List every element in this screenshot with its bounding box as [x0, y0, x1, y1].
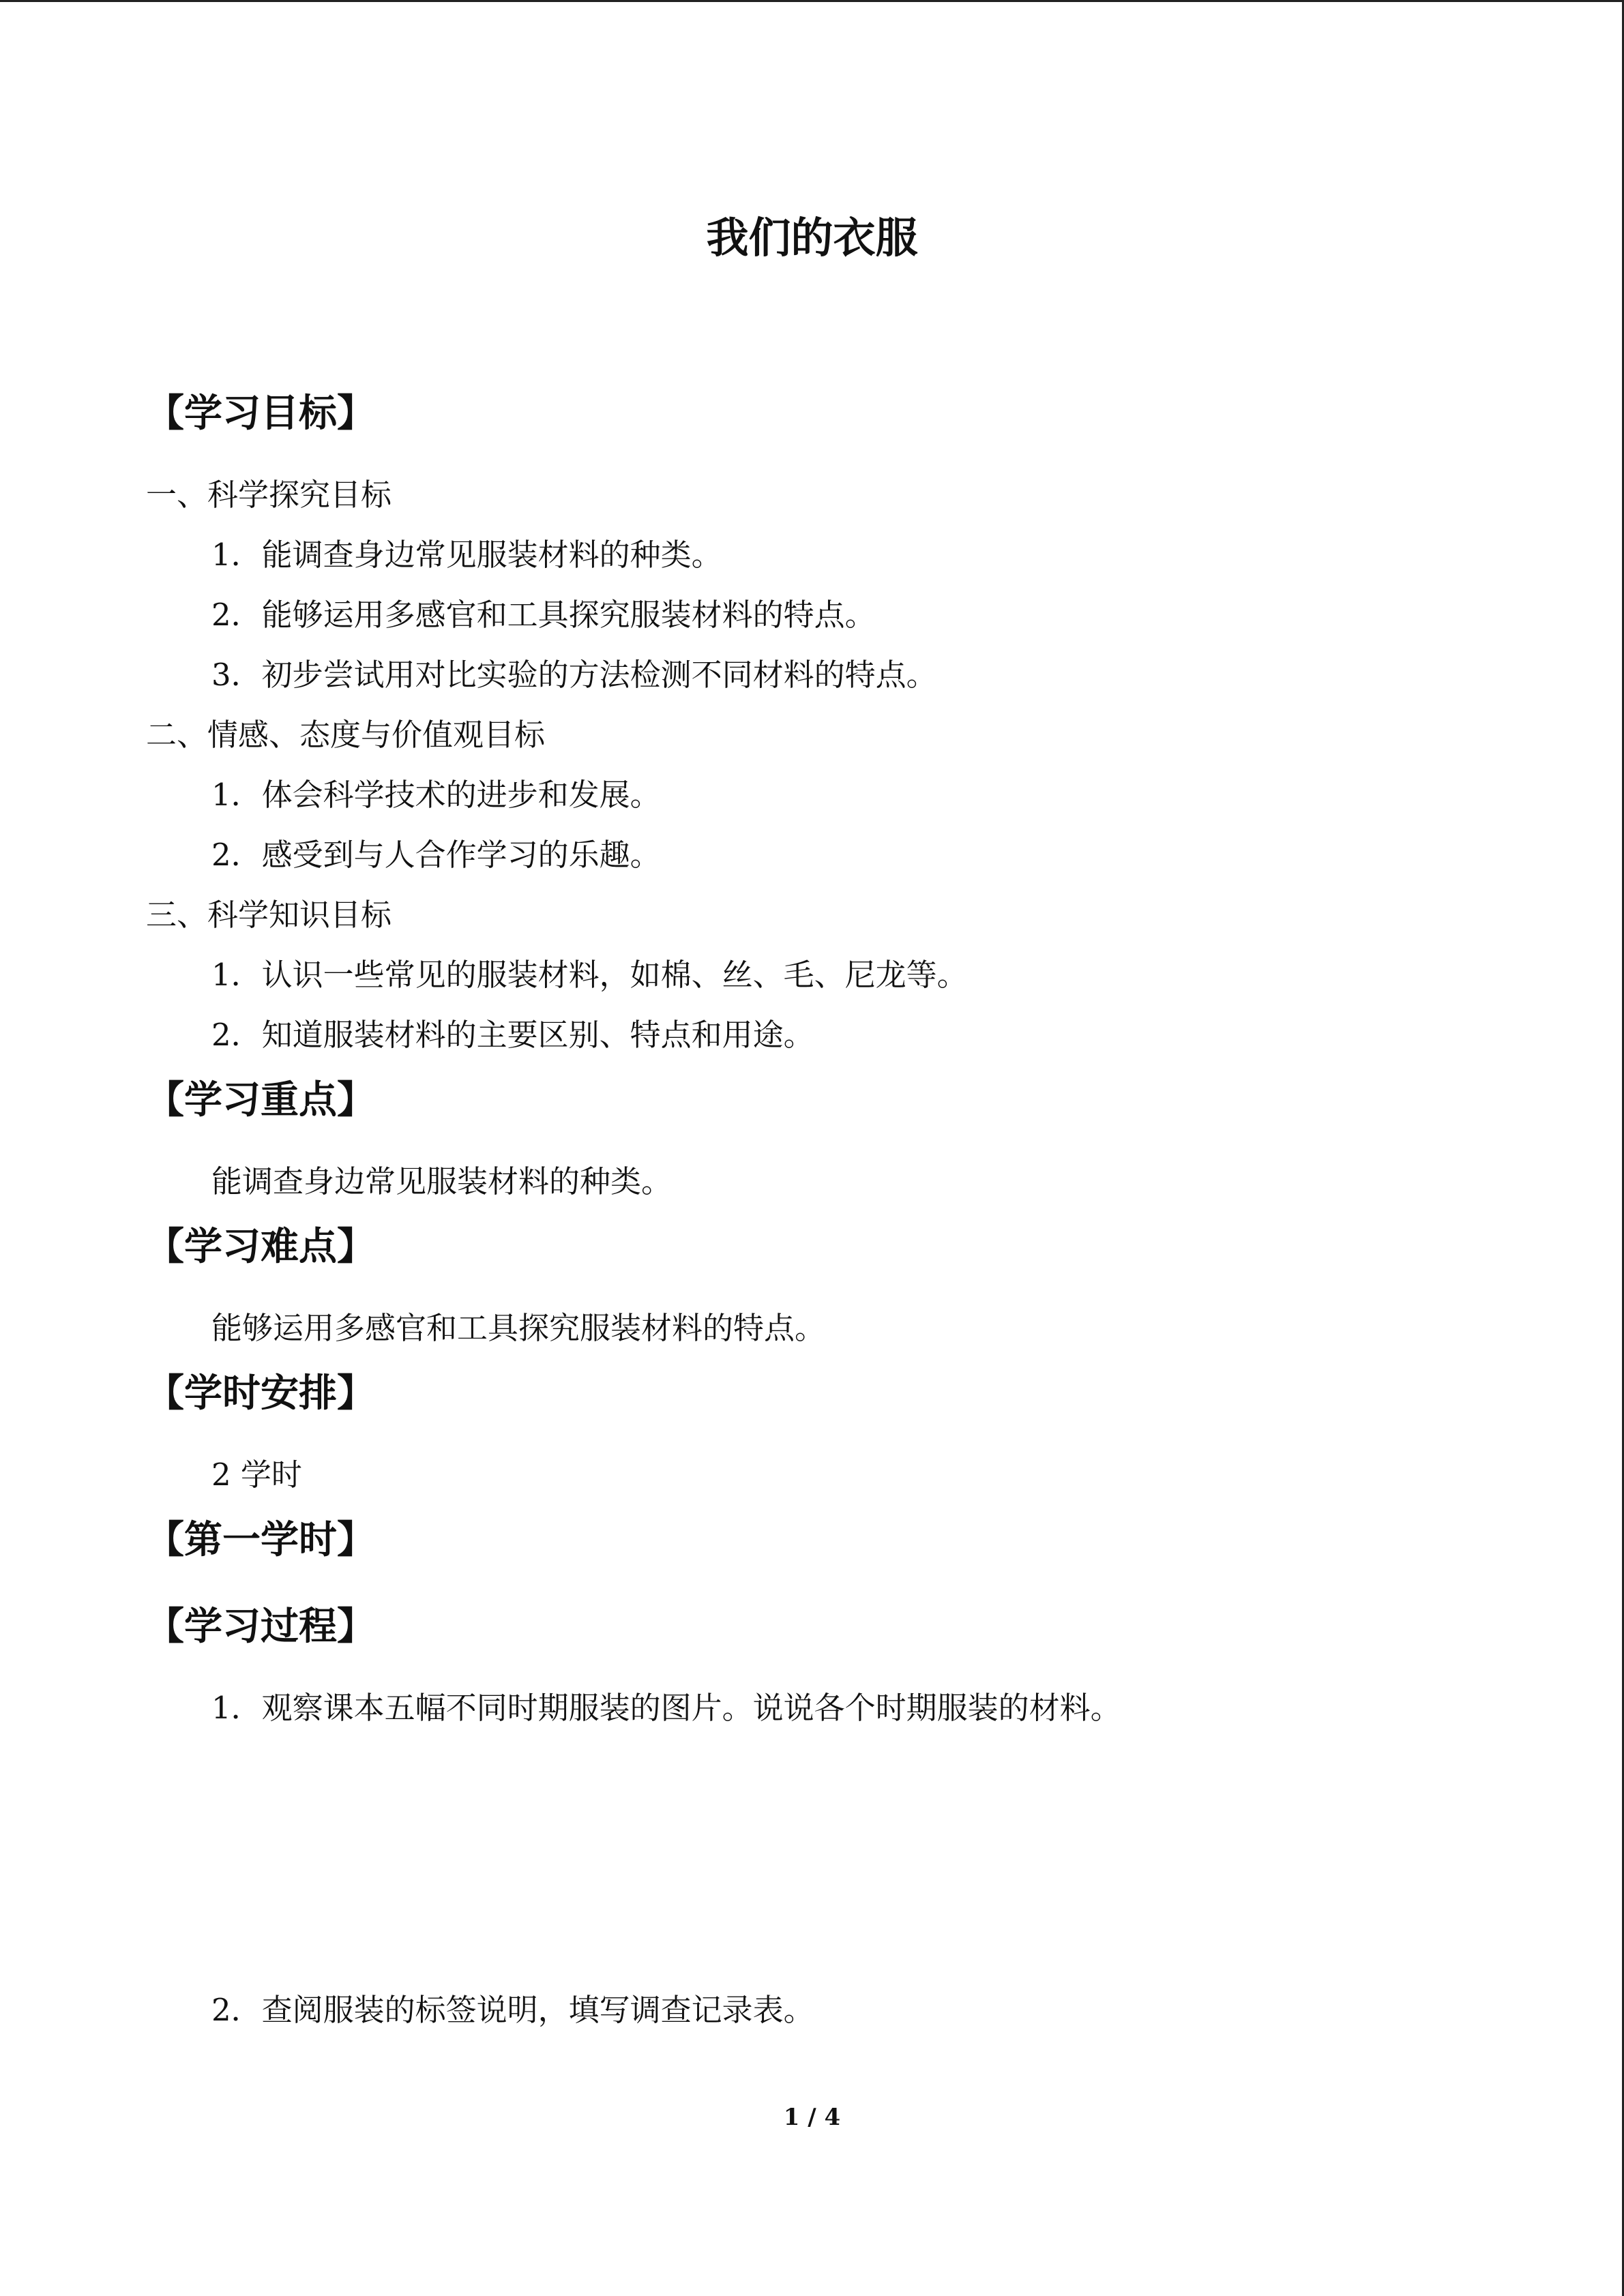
- objective-group-2-item-1: 1．体会科学技术的进步和发展。: [211, 777, 661, 813]
- heading-objectives: 【学习目标】: [146, 391, 375, 436]
- objective-group-2-item-2: 2．感受到与人合作学习的乐趣。: [211, 837, 661, 873]
- heading-schedule: 【学时安排】: [146, 1371, 375, 1416]
- key-points-text: 能调查身边常见服装材料的种类。: [211, 1163, 673, 1199]
- process-item-1: 1．观察课本五幅不同时期服装的图片。说说各个时期服装的材料。: [211, 1690, 1121, 1726]
- page-border-top: [0, 0, 1624, 2]
- process-item-2: 2．查阅服装的标签说明，填写调查记录表。: [211, 1992, 814, 2028]
- objective-group-2-label: 二、情感、态度与价值观目标: [146, 717, 546, 753]
- heading-process: 【学习过程】: [146, 1604, 375, 1649]
- page-number: 1 / 4: [783, 2104, 841, 2131]
- difficulties-text: 能够运用多感官和工具探究服装材料的特点。: [211, 1310, 826, 1346]
- objective-group-3-item-1: 1．认识一些常见的服装材料，如棉、丝、毛、尼龙等。: [211, 957, 968, 993]
- objective-group-1-label: 一、科学探究目标: [146, 477, 392, 513]
- objective-group-3-item-2: 2．知道服装材料的主要区别、特点和用途。: [211, 1017, 814, 1053]
- objective-group-1-item-2: 2．能够运用多感官和工具探究服装材料的特点。: [211, 597, 876, 633]
- objective-group-3-label: 三、科学知识目标: [146, 897, 392, 933]
- objective-group-1-item-3: 3．初步尝试用对比实验的方法检测不同材料的特点。: [211, 657, 937, 693]
- document-title: 我们的衣服: [706, 213, 918, 263]
- heading-first-period: 【第一学时】: [146, 1517, 375, 1562]
- schedule-text: 2 学时: [211, 1457, 302, 1493]
- heading-key-points: 【学习重点】: [146, 1077, 375, 1122]
- heading-difficulties: 【学习难点】: [146, 1224, 375, 1269]
- objective-group-1-item-1: 1．能调查身边常见服装材料的种类。: [211, 537, 722, 573]
